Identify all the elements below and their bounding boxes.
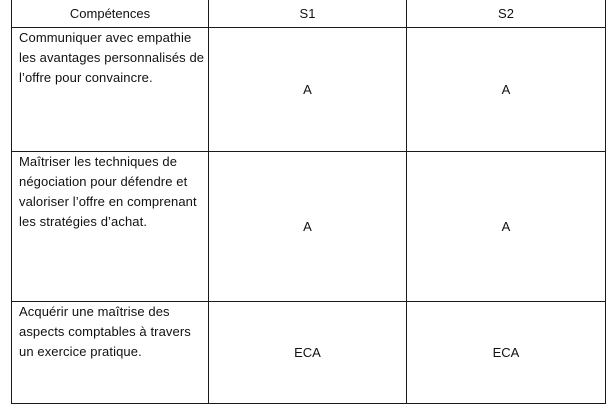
- competence-cell: Communiquer avec empathie les avantages personnalisés de l’offre pour convaincre.: [12, 28, 209, 152]
- competence-cell: Acquérir une maîtrise des aspects comptables à travers un exercice pratique.: [12, 302, 209, 404]
- table-row: [12, 152, 606, 302]
- s2-cell: A: [407, 28, 606, 152]
- s2-cell: A: [407, 152, 606, 302]
- competences-table: [11, 0, 606, 404]
- header-s1: S1: [209, 0, 407, 28]
- header-s2: S2: [407, 0, 606, 28]
- s1-cell: A: [209, 152, 407, 302]
- header-competences: Compétences: [12, 0, 209, 28]
- s1-cell: A: [209, 28, 407, 152]
- s1-cell: ECA: [209, 302, 407, 404]
- competence-cell: Maîtriser les techniques de négociation pour défendre et valoriser l’offre en comprenant les stratégies d’achat.: [12, 152, 209, 302]
- s2-cell: ECA: [407, 302, 606, 404]
- table-row: [12, 302, 606, 404]
- table-row: [12, 28, 606, 152]
- table-header-row: [12, 0, 606, 28]
